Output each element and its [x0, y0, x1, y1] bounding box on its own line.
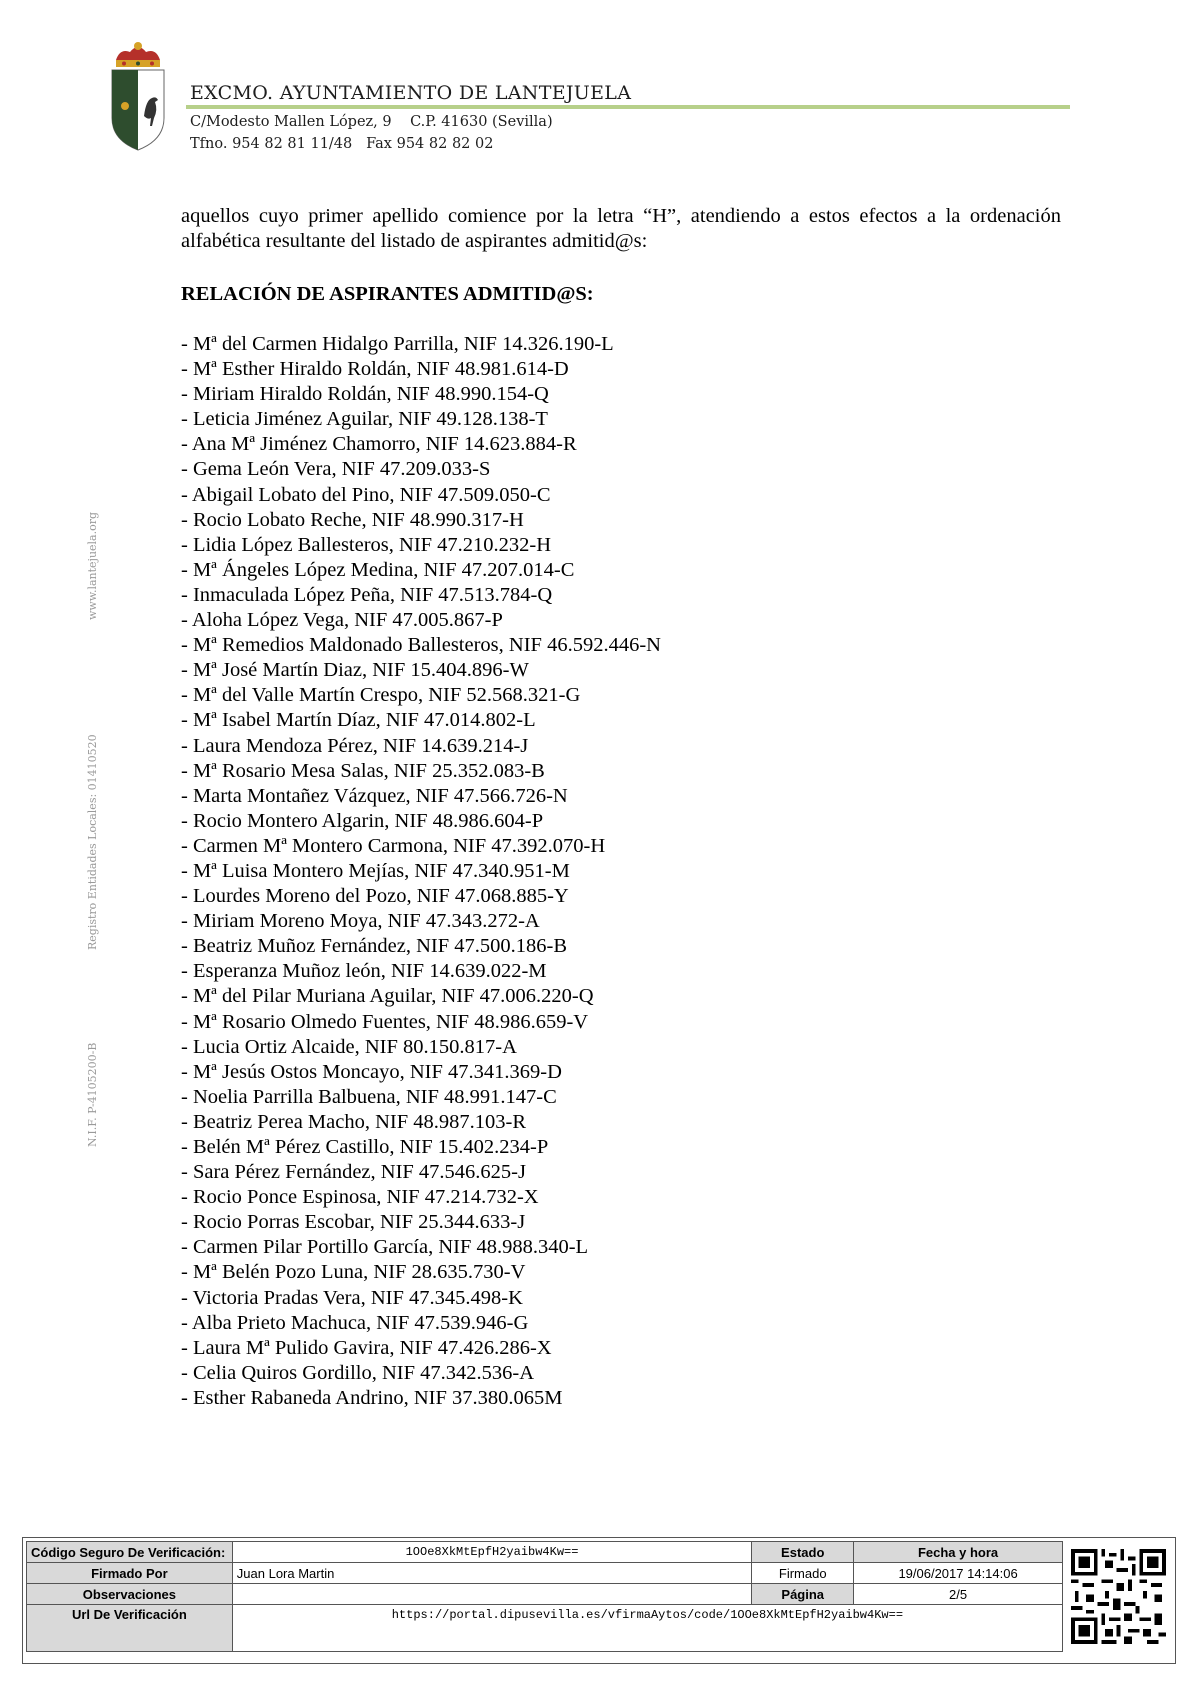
list-item: - Laura Mendoza Pérez, NIF 14.639.214-J	[181, 734, 529, 757]
fecha-label: Fecha y hora	[854, 1542, 1063, 1563]
firmado-por-value: Juan Lora Martin	[232, 1563, 752, 1584]
list-item: - Sara Pérez Fernández, NIF 47.546.625-J	[181, 1161, 526, 1184]
header-title: EXCMO. AYUNTAMIENTO DE LANTEJUELA	[190, 82, 632, 104]
sidebar-registry: Registro Entidades Locales: 01410520	[86, 734, 99, 950]
signature-footer	[22, 1537, 1176, 1664]
qr-code-icon	[1071, 1549, 1166, 1644]
list-item: - Mª Remedios Maldonado Ballesteros, NIF 46.592.446-N	[181, 634, 661, 657]
list-item: - Rocio Montero Algarin, NIF 48.986.604-P	[181, 809, 544, 832]
list-item: - Esther Rabaneda Andrino, NIF 37.380.065M	[181, 1386, 563, 1409]
csv-label: Código Seguro De Verificación:	[27, 1542, 233, 1563]
list-item: - Miriam Moreno Moya, NIF 47.343.272-A	[181, 910, 540, 933]
list-item: - Miriam Hiraldo Roldán, NIF 48.990.154-Q	[181, 383, 549, 406]
list-item: - Lucia Ortiz Alcaide, NIF 80.150.817-A	[181, 1035, 517, 1058]
fecha-value: 19/06/2017 14:14:06	[854, 1563, 1063, 1584]
list-item: - Noelia Parrilla Balbuena, NIF 48.991.147-C	[181, 1085, 557, 1108]
list-item: - Aloha López Vega, NIF 47.005.867-P	[181, 609, 503, 632]
list-item: - Mª Esther Hiraldo Roldán, NIF 48.981.614-D	[181, 358, 569, 381]
observaciones-value	[232, 1584, 752, 1605]
pagina-value: 2/5	[854, 1584, 1063, 1605]
list-item: - Belén Mª Pérez Castillo, NIF 15.402.234-P	[181, 1136, 549, 1158]
list-item: - Mª Rosario Mesa Salas, NIF 25.352.083-B	[181, 759, 545, 782]
list-item: - Ana Mª Jiménez Chamorro, NIF 14.623.884-R	[181, 433, 577, 456]
list-item: - Alba Prieto Machuca, NIF 47.539.946-G	[181, 1311, 529, 1334]
intro-paragraph: aquellos cuyo primer apellido comience por la letra “H”, atendiendo a estos efectos a la ordenación alfabética resultante del listado de aspirantes admitid@s:	[181, 205, 1061, 252]
observaciones-label: Observaciones	[27, 1584, 233, 1605]
section-title: RELACIÓN DE ASPIRANTES ADMITID@S:	[181, 283, 594, 305]
header-divider	[186, 105, 1070, 109]
signature-table	[26, 1541, 1063, 1652]
list-item: - Mª Belén Pozo Luna, NIF 28.635.730-V	[181, 1261, 526, 1284]
list-item: - Mª Rosario Olmedo Fuentes, NIF 48.986.659-V	[181, 1010, 589, 1033]
list-item: - Marta Montañez Vázquez, NIF 47.566.726-N	[181, 784, 568, 807]
list-item: - Esperanza Muñoz león, NIF 14.639.022-M	[181, 960, 547, 983]
list-item: - Celia Quiros Gordillo, NIF 47.342.536-A	[181, 1361, 535, 1384]
list-item: - Laura Mª Pulido Gavira, NIF 47.426.286-X	[181, 1336, 552, 1359]
list-item: - Rocio Porras Escobar, NIF 25.344.633-J	[181, 1211, 526, 1234]
sidebar-nif: N.I.F. P-4105200-B	[86, 1042, 99, 1147]
list-item: - Leticia Jiménez Aguilar, NIF 49.128.138-T	[181, 408, 548, 431]
coat-of-arms-logo	[108, 40, 168, 152]
url-label: Url De Verificación	[27, 1605, 233, 1652]
csv-value: 1OOe8XkMtEpfH2yaibw4Kw==	[232, 1542, 752, 1563]
estado-label: Estado	[752, 1542, 854, 1563]
list-item: - Victoria Pradas Vera, NIF 47.345.498-K	[181, 1286, 523, 1309]
list-item: - Lourdes Moreno del Pozo, NIF 47.068.885-Y	[181, 885, 569, 908]
list-item: - Mª del Carmen Hidalgo Parrilla, NIF 14.326.190-L	[181, 333, 614, 355]
list-item: - Lidia López Ballesteros, NIF 47.210.232-H	[181, 533, 552, 556]
list-item: - Mª del Pilar Muriana Aguilar, NIF 47.006.220-Q	[181, 985, 594, 1008]
list-item: - Mª José Martín Diaz, NIF 15.404.896-W	[181, 659, 529, 682]
list-item: - Rocio Ponce Espinosa, NIF 47.214.732-X	[181, 1186, 539, 1209]
list-item: - Gema León Vera, NIF 47.209.033-S	[181, 458, 491, 481]
list-item: - Mª Isabel Martín Díaz, NIF 47.014.802-L	[181, 709, 536, 732]
list-item: - Beatriz Muñoz Fernández, NIF 47.500.186-B	[181, 935, 567, 958]
list-item: - Mª Luisa Montero Mejías, NIF 47.340.951-M	[181, 859, 570, 882]
list-item: - Rocio Lobato Reche, NIF 48.990.317-H	[181, 508, 524, 531]
list-item: - Carmen Mª Montero Carmona, NIF 47.392.070-H	[181, 834, 606, 857]
list-item: - Mª del Valle Martín Crespo, NIF 52.568.321-G	[181, 684, 581, 707]
header-phone: Tfno. 954 82 81 11/48 Fax 954 82 82 02	[190, 136, 494, 152]
header-contact	[190, 111, 553, 155]
sidebar-website: www.lantejuela.org	[86, 511, 99, 620]
firmado-por-label: Firmado Por	[27, 1563, 233, 1584]
pagina-label: Página	[752, 1584, 854, 1605]
header-address: C/Modesto Mallen López, 9 C.P. 41630 (Sevilla)	[190, 114, 553, 130]
list-item: - Beatriz Perea Macho, NIF 48.987.103-R	[181, 1110, 526, 1133]
list-item: - Inmaculada López Peña, NIF 47.513.784-Q	[181, 583, 553, 606]
list-item: - Mª Jesús Ostos Moncayo, NIF 47.341.369-D	[181, 1060, 562, 1083]
url-value[interactable]: https://portal.dipusevilla.es/vfirmaAytos/code/1OOe8XkMtEpfH2yaibw4Kw==	[232, 1605, 1062, 1652]
list-item: - Mª Ángeles López Medina, NIF 47.207.014-C	[181, 558, 575, 581]
list-item: - Carmen Pilar Portillo García, NIF 48.988.340-L	[181, 1236, 589, 1259]
estado-value: Firmado	[752, 1563, 854, 1584]
list-item: - Abigail Lobato del Pino, NIF 47.509.050-C	[181, 483, 551, 506]
applicant-list	[181, 332, 661, 1411]
